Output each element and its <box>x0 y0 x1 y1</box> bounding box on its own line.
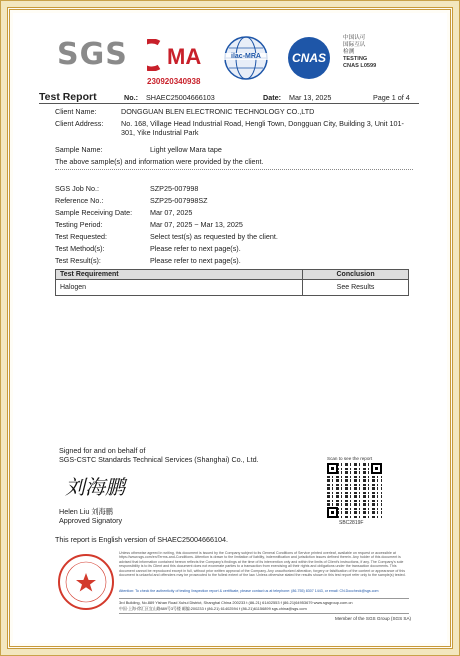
qr-finder-icon <box>371 463 382 474</box>
qr-code-text: SBC2819F <box>339 520 364 526</box>
official-stamp-icon <box>57 553 115 611</box>
cnas-testing: TESTING <box>343 56 368 62</box>
test-requested-label: Test Requested: <box>55 232 107 241</box>
address-cn: 中国·上海·徐汇区宜山路889号3号楼 邮编:200233 t (86-21) 61402594 f (86-21)61156899 sgs.china@sgs.com <box>119 606 307 611</box>
test-method-value: Please refer to next page(s). <box>150 244 241 253</box>
client-address-line1: No. 168, Village Head Industrial Road, Hengli Town, Dongguan City, Building 3, Unit 101- <box>121 119 404 128</box>
client-name-value: DONGGUAN BLEN ELECTRONIC TECHNOLOGY CO.,LTD <box>121 107 315 116</box>
cma-mark-icon <box>147 39 211 71</box>
test-method-label: Test Method(s): <box>55 244 105 253</box>
footer-divider <box>119 613 409 614</box>
page-number: Page 1 of 4 <box>373 93 410 102</box>
attention-note: Attention: To check the authenticity of testing /inspection report & certificate, please contact us at telephone: (86-755) 8307 1443, or email: CN.Doccheck@sgs.com <box>119 589 379 593</box>
divider <box>39 103 419 104</box>
signed-line2: SGS-CSTC Standards Technical Services (Shanghai) Co., Ltd. <box>59 455 259 464</box>
cnas-cn-line1: 中国认可 <box>343 35 366 41</box>
cnas-cn-line3: 检测 <box>343 49 355 55</box>
signatory-title: Approved Signatory <box>59 516 123 525</box>
svg-text:MA: MA <box>167 44 202 69</box>
ilac-text: ilac-MRA <box>223 53 269 60</box>
ref-no-value: SZP25-007998SZ <box>150 196 208 205</box>
fine-print: Unless otherwise agreed in writing, this document is issued by the Company subject to its General Conditions of Service printed overleaf, available on request or accessible at https://www.sgs.com/en/Terms-and-Conditions. Attention is drawn to the limitation of liability, indemnification and jurisdiction issues defined therein. Any holder of this document is advised that information contained hereon reflects the Company's findings at the time of its intervention only and within the limits of Client's instructions, if any. The Company's sole responsibility is to its Client and this document does not exonerate parties to a transaction from exercising all their rights and obligations under the transaction documents. This document cannot be reproduced except in full, without prior written approval of the Company. Any unauthorized alteration, forgery or falsification of the content or appearance of this document is unlawful and offenders may be prosecuted to the fullest extent of the law. Unless otherwise stated the results shown in this test report refer only to the sample(s) tested. <box>119 551 406 578</box>
test-result-label: Test Result(s): <box>55 256 101 265</box>
sample-note: The above sample(s) and information were provided by the client. <box>55 157 264 166</box>
report-date-label: Date: <box>263 93 281 102</box>
handwritten-signature: 刘海鹏 <box>65 475 125 499</box>
signed-line1: Signed for and on behalf of <box>59 446 146 455</box>
testing-period-label: Testing Period: <box>55 220 103 229</box>
cnas-text: CNAS <box>291 51 326 65</box>
recv-date-value: Mar 07, 2025 <box>150 208 193 217</box>
qr-finder-icon <box>327 463 338 474</box>
sample-name-value: Light yellow Mara tape <box>150 145 222 154</box>
table-row <box>56 280 409 296</box>
dotted-divider <box>55 169 413 170</box>
cma-number: 230920340938 <box>147 77 201 86</box>
table-cell-conclusion: See Results <box>303 280 409 296</box>
job-no-value: SZP25-007998 <box>150 184 199 193</box>
table-cell-requirement: Halogen <box>56 280 303 296</box>
ref-no-label: Reference No.: <box>55 196 104 205</box>
sgs-logo: SGS <box>57 37 128 72</box>
address-en: 3rd Building, No.889 Yishan Road Xuhui District, Shanghai China 200233 t (86-21) 61402553 f (86-21)64953679 www.sgsgroup.com.cn <box>119 600 353 605</box>
sample-name-label: Sample Name: <box>55 145 103 154</box>
cnas-cn-line2: 国际互认 <box>343 42 366 48</box>
footer-divider <box>119 598 409 599</box>
table-header-conclusion: Conclusion <box>303 270 409 280</box>
recv-date-label: Sample Receiving Date: <box>55 208 133 217</box>
test-result-value: Please refer to next page(s). <box>150 256 241 265</box>
cnas-number: CNAS L0599 <box>343 63 377 69</box>
report-no-label: No.: <box>124 93 138 102</box>
client-address-label: Client Address: <box>55 119 104 128</box>
test-requested-value: Select test(s) as requested by the client. <box>150 232 278 241</box>
cma-logo <box>147 39 211 86</box>
cnas-info <box>343 35 376 70</box>
member-note: Member of the SGS Group (SGS SA) <box>335 616 412 621</box>
english-note: This report is English version of SHAEC25004666104. <box>55 535 228 544</box>
ilac-logo <box>223 35 269 81</box>
table-header-row <box>56 270 409 280</box>
client-address-line2: 301, Yike Industrial Park <box>121 128 199 137</box>
cnas-logo <box>281 35 337 81</box>
signatory-name: Helen Liu 刘海鹏 <box>59 507 113 516</box>
client-name-label: Client Name: <box>55 107 97 116</box>
report-no-value: SHAEC25004666103 <box>146 93 215 102</box>
table-header-requirement: Test Requirement <box>56 270 303 280</box>
report-title: Test Report <box>39 91 97 103</box>
qr-caption: Scan to see the report <box>327 456 373 461</box>
stamp <box>57 553 115 611</box>
report-date-value: Mar 13, 2025 <box>289 93 332 102</box>
job-no-label: SGS Job No.: <box>55 184 99 193</box>
qr-finder-icon <box>327 507 338 518</box>
requirement-table <box>55 269 409 296</box>
testing-period-value: Mar 07, 2025 ~ Mar 13, 2025 <box>150 220 243 229</box>
